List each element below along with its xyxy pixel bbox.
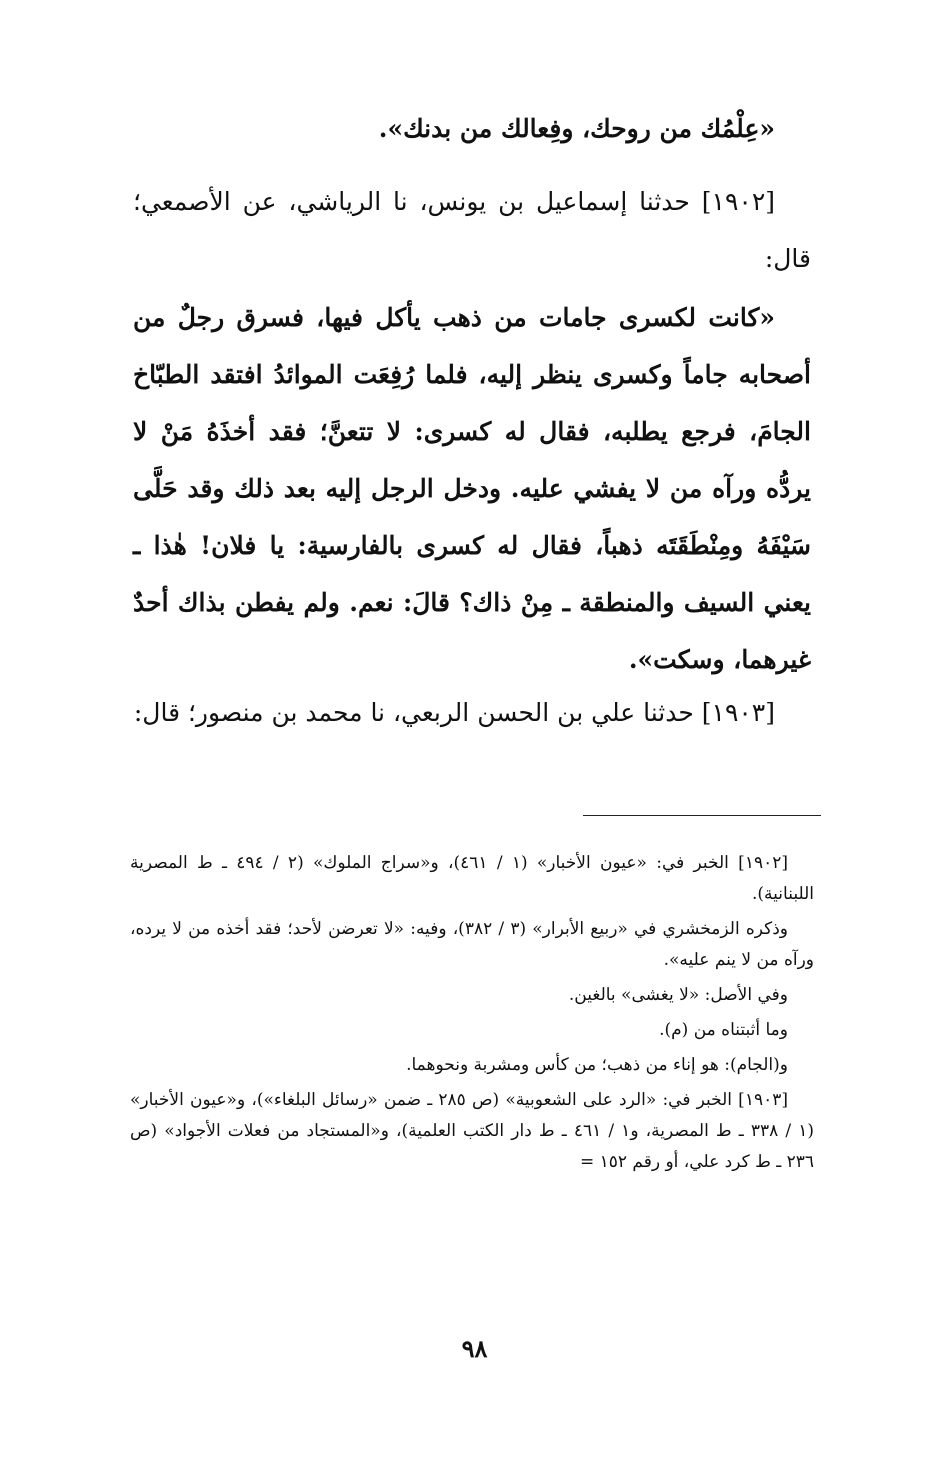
footnote-1902-source: [١٩٠٢] الخبر في: «عيون الأخبار» (١ / ٤٦١)، و«سراج الملوك» (٢ / ٤٩٤ ـ ط المصرية اللبنانية). <box>130 853 814 904</box>
quote-1902 <box>133 289 811 688</box>
footnotes <box>130 848 814 1182</box>
quote-1901-ending <box>133 100 811 157</box>
footnote-1902-adopted-reading: وما أثبتناه من (م). <box>659 1020 788 1040</box>
quote-1901-text: «عِلْمُك من روحك، وفِعالك من بدنك». <box>378 114 775 143</box>
narration-1902-number: [١٩٠٢] <box>701 187 776 216</box>
narration-1903-number: [١٩٠٣] <box>701 698 775 727</box>
page-number: ٩٨ <box>461 1334 488 1363</box>
narration-1902 <box>133 173 811 287</box>
narration-1903-chain: حدثنا علي بن الحسن الربعي، نا محمد بن منصور؛ قال: <box>133 698 694 727</box>
footnote-1902-definition: و(الجام): هو إناء من ذهب؛ من كأس ومشربة ونحوهما. <box>406 1055 788 1075</box>
footnote-1903-source: [١٩٠٣] الخبر في: «الرد على الشعوبية» (ص ٢٨٥ ـ ضمن «رسائل البلغاء»)، و«عيون الأخبار» (١ / ٣٣٨ ـ ط المصرية، و١ / ٤٦١ ـ ط دار الكتب العلمية)، و«المستجاد من فعلات الأجواد» (ص ٢٣٦ ـ ط كرد علي، أو رقم ١٥٢ = <box>130 1090 814 1172</box>
quote-1902-text: «كانت لكسرى جامات من ذهب يأكل فيها، فسرق رجلٌ من أصحابه جاماً وكسرى ينظر إليه، فلما رُفِعَت الموائدُ افتقد الطبّاخ الجامَ، فرجع يطلبه، فقال له كسرى: لا تتعنَّ؛ فقد أخذَهُ مَنْ لا يردُّه ورآه من لا يفشي عليه. ودخل الرجل إليه بعد ذلك وقد حَلَّى سَيْفَهُ ومِنْطَقَتَه ذهباً، فقال له كسرى بالفارسية: يا فلان! هٰذا ـ يعني السيف والمنطقة ـ مِنْ ذاك؟ قالَ: نعم. ولم يفطن بذاك أحدٌ غيرهما، وسكت». <box>133 303 811 674</box>
narration-1902-chain: حدثنا إسماعيل بن يونس، نا الرياشي، عن الأصمعي؛ قال: <box>133 187 811 273</box>
footnote-separator <box>583 815 821 816</box>
narration-1902-paragraph <box>133 173 811 287</box>
narration-1903 <box>133 684 811 741</box>
footnote-1902-original-reading: وفي الأصل: «لا يغشى» بالغين. <box>568 985 788 1005</box>
footnote-1902-zamakhshari: وذكره الزمخشري في «ربيع الأبرار» (٣ / ٣٨٢)، وفيه: «لا تعرضن لأحد؛ فقد أخذه من لا يرده، ورآه من لا ينم عليه». <box>130 919 814 970</box>
narration-1903-paragraph <box>133 684 811 741</box>
